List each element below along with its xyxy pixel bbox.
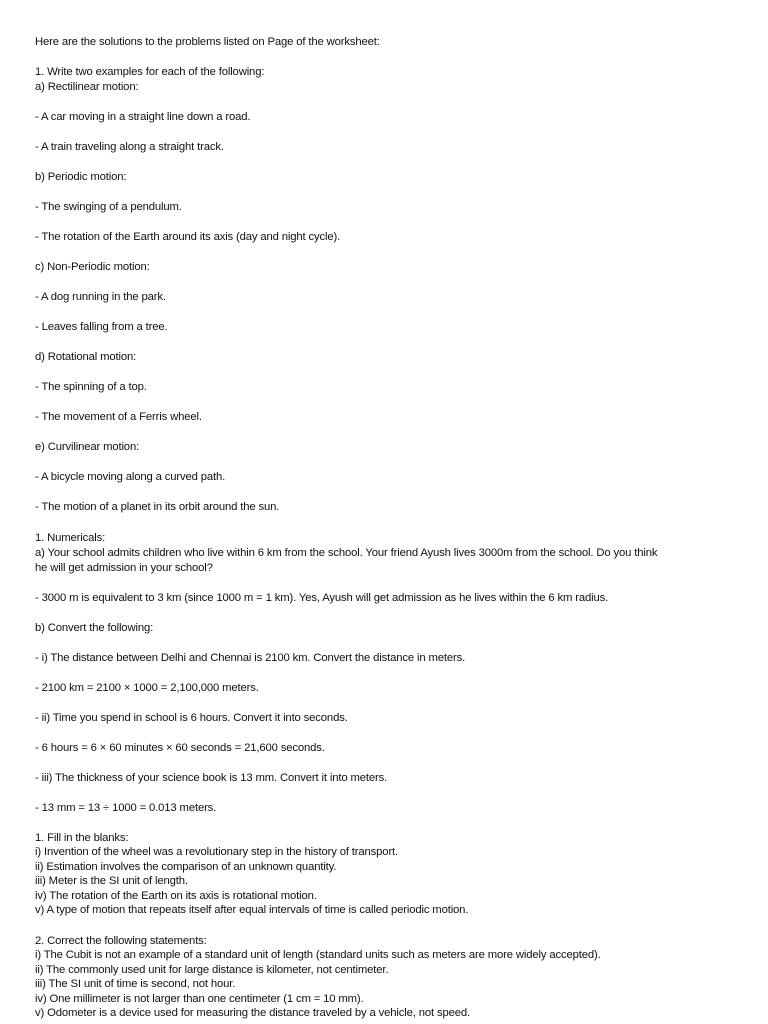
subheading-rotational: d) Rotational motion:	[35, 351, 137, 363]
example-item: - A dog running in the park.	[35, 291, 166, 303]
fill-blank-item: v) A type of motion that repeats itself after equal intervals of time is called periodic motion.	[35, 904, 469, 916]
example-item: - The rotation of the Earth around its axis (day and night cycle).	[35, 231, 341, 243]
correct-statements-heading: 2. Correct the following statements:	[35, 935, 207, 947]
subheading-rectilinear: a) Rectilinear motion:	[35, 81, 139, 93]
correct-statement-item: ii) The commonly used unit for large distance is kilometer, not centimeter.	[35, 964, 389, 976]
fill-blank-item: i) Invention of the wheel was a revolutionary step in the history of transport.	[35, 846, 399, 858]
example-item: - A car moving in a straight line down a road.	[35, 111, 251, 123]
convert-question: - iii) The thickness of your science book is 13 mm. Convert it into meters.	[35, 772, 388, 784]
convert-question: - ii) Time you spend in school is 6 hours. Convert it into seconds.	[35, 712, 348, 724]
numerical-answer: - 3000 m is equivalent to 3 km (since 1000 m = 1 km). Yes, Ayush will get admission as he lives within the 6 km radius.	[35, 592, 609, 604]
convert-question: - i) The distance between Delhi and Chennai is 2100 km. Convert the distance in meters.	[35, 652, 466, 664]
subheading-periodic: b) Periodic motion:	[35, 171, 127, 183]
convert-answer: - 2100 km = 2100 × 1000 = 2,100,000 meters.	[35, 682, 259, 694]
fill-blank-item: iv) The rotation of the Earth on its axis is rotational motion.	[35, 890, 317, 902]
example-item: - The swinging of a pendulum.	[35, 201, 182, 213]
question-heading: 1. Write two examples for each of the following:	[35, 66, 265, 78]
example-item: - The spinning of a top.	[35, 381, 147, 393]
numerical-question-line: he will get admission in your school?	[35, 562, 213, 574]
numericals-heading: 1. Numericals:	[35, 532, 106, 544]
intro-text: Here are the solutions to the problems listed on Page of the worksheet:	[35, 36, 380, 48]
convert-heading: b) Convert the following:	[35, 622, 154, 634]
fill-blanks-heading: 1. Fill in the blanks:	[35, 832, 129, 844]
fill-blank-item: ii) Estimation involves the comparison of an unknown quantity.	[35, 861, 337, 873]
example-item: - A bicycle moving along a curved path.	[35, 471, 226, 483]
correct-statement-item: v) Odometer is a device used for measuring the distance traveled by a vehicle, not speed.	[35, 1007, 471, 1019]
subheading-non-periodic: c) Non-Periodic motion:	[35, 261, 150, 273]
subheading-curvilinear: e) Curvilinear motion:	[35, 441, 140, 453]
numerical-question-line: a) Your school admits children who live within 6 km from the school. Your friend Ayush lives 3000m from the school. Do you think	[35, 547, 658, 559]
correct-statement-item: iv) One millimeter is not larger than one centimeter (1 cm = 10 mm).	[35, 993, 364, 1005]
fill-blank-item: iii) Meter is the SI unit of length.	[35, 875, 188, 887]
example-item: - The motion of a planet in its orbit around the sun.	[35, 501, 280, 513]
convert-answer: - 6 hours = 6 × 60 minutes × 60 seconds = 21,600 seconds.	[35, 742, 325, 754]
example-item: - Leaves falling from a tree.	[35, 321, 168, 333]
example-item: - A train traveling along a straight track.	[35, 141, 224, 153]
correct-statement-item: iii) The SI unit of time is second, not hour.	[35, 978, 236, 990]
correct-statement-item: i) The Cubit is not an example of a standard unit of length (standard units such as meters are more widely accepted).	[35, 949, 601, 961]
example-item: - The movement of a Ferris wheel.	[35, 411, 202, 423]
convert-answer: - 13 mm = 13 ÷ 1000 = 0.013 meters.	[35, 802, 217, 814]
